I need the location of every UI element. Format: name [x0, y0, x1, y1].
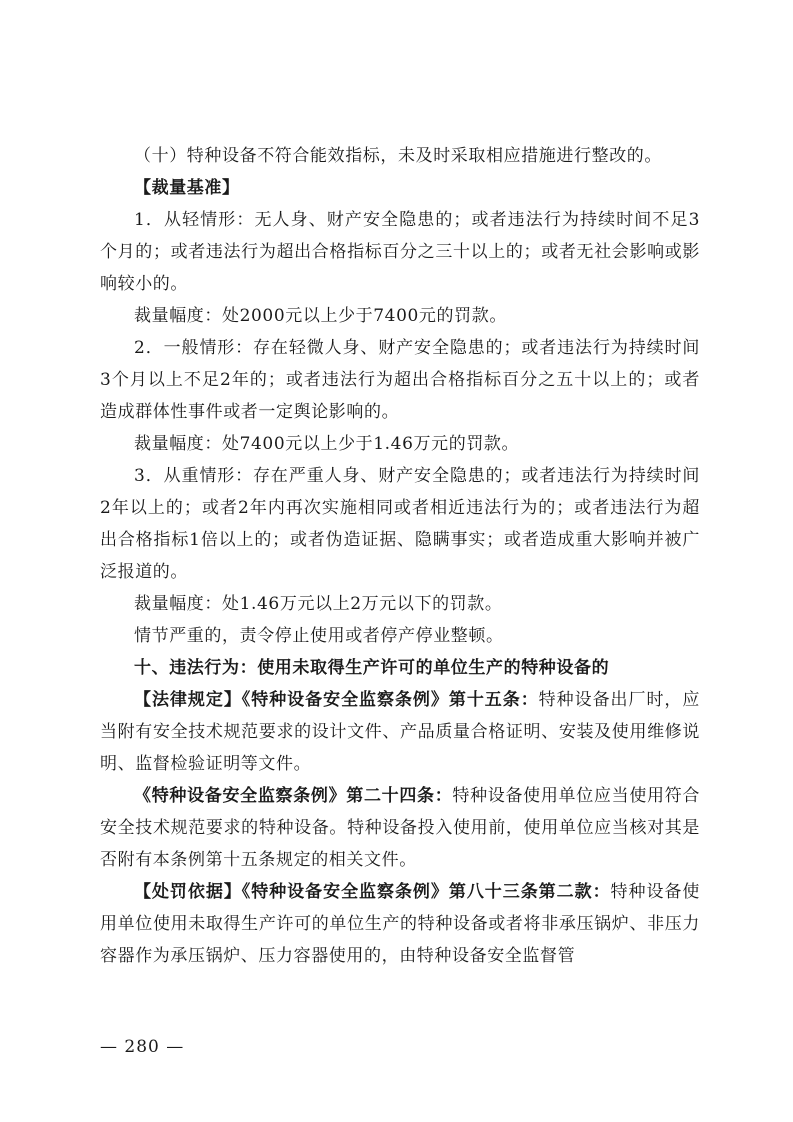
body-text [100, 140, 700, 972]
severe-circumstance-paragraph: 3．从重情形：存在严重人身、财产安全隐患的；或者违法行为持续时间2年以上的；或者2年内再次实施相同或者相近违法行为的；或者违法行为超出合格指标1倍以上的；或者伪造证据、隐瞒事实；或者造成重大影响并被广泛报道的。 [100, 466, 700, 582]
general-circumstance-paragraph: 2．一般情形：存在轻微人身、财产安全隐患的；或者违法行为持续时间3个月以上不足2年的；或者违法行为超出合格指标百分之五十以上的；或者造成群体性事件或者一定舆论影响的。 [100, 338, 700, 422]
article-twenty-four-paragraph: 《特种设备安全监察条例》第二十四条：特种设备使用单位应当使用符合安全技术规范要求的特种设备。特种设备投入使用前，使用单位应当核对其是否附有本条例第十五条规定的相关文件。 [100, 786, 700, 870]
general-fine-range: 裁量幅度：处7400元以上少于1.46万元的罚款。 [134, 434, 520, 454]
discretion-standard-heading: 【裁量基准】 [134, 178, 240, 198]
severe-fine-range: 裁量幅度：处1.46万元以上2万元以下的罚款。 [134, 594, 503, 614]
minor-fine-range: 裁量幅度：处2000元以上少于7400元的罚款。 [134, 306, 507, 326]
serious-case-paragraph: 情节严重的，责令停止使用或者停产停业整顿。 [134, 626, 504, 646]
legal-provision-paragraph: 【法律规定】《特种设备安全监察条例》第十五条：特种设备出厂时，应当附有安全技术规范要求的设计文件、产品质量合格证明、安装及使用维修说明、监督检验证明等文件。 [100, 690, 700, 774]
minor-circumstance-paragraph: 1．从轻情形：无人身、财产安全隐患的；或者违法行为持续时间不足3个月的；或者违法行为超出合格指标百分之三十以上的；或者无社会影响或影响较小的。 [100, 210, 700, 294]
section-ten-heading: 十、违法行为：使用未取得生产许可的单位生产的特种设备的 [134, 658, 610, 678]
page-number: — 280 — [100, 1037, 185, 1057]
item-ten-paragraph: （十）特种设备不符合能效指标，未及时采取相应措施进行整改的。 [134, 146, 662, 166]
penalty-basis-paragraph: 【处罚依据】《特种设备安全监察条例》第八十三条第二款：特种设备使用单位使用未取得生产许可的单位生产的特种设备或者将非承压锅炉、非压力容器作为承压锅炉、压力容器使用的，由特种设备安全监督管 [100, 882, 701, 966]
